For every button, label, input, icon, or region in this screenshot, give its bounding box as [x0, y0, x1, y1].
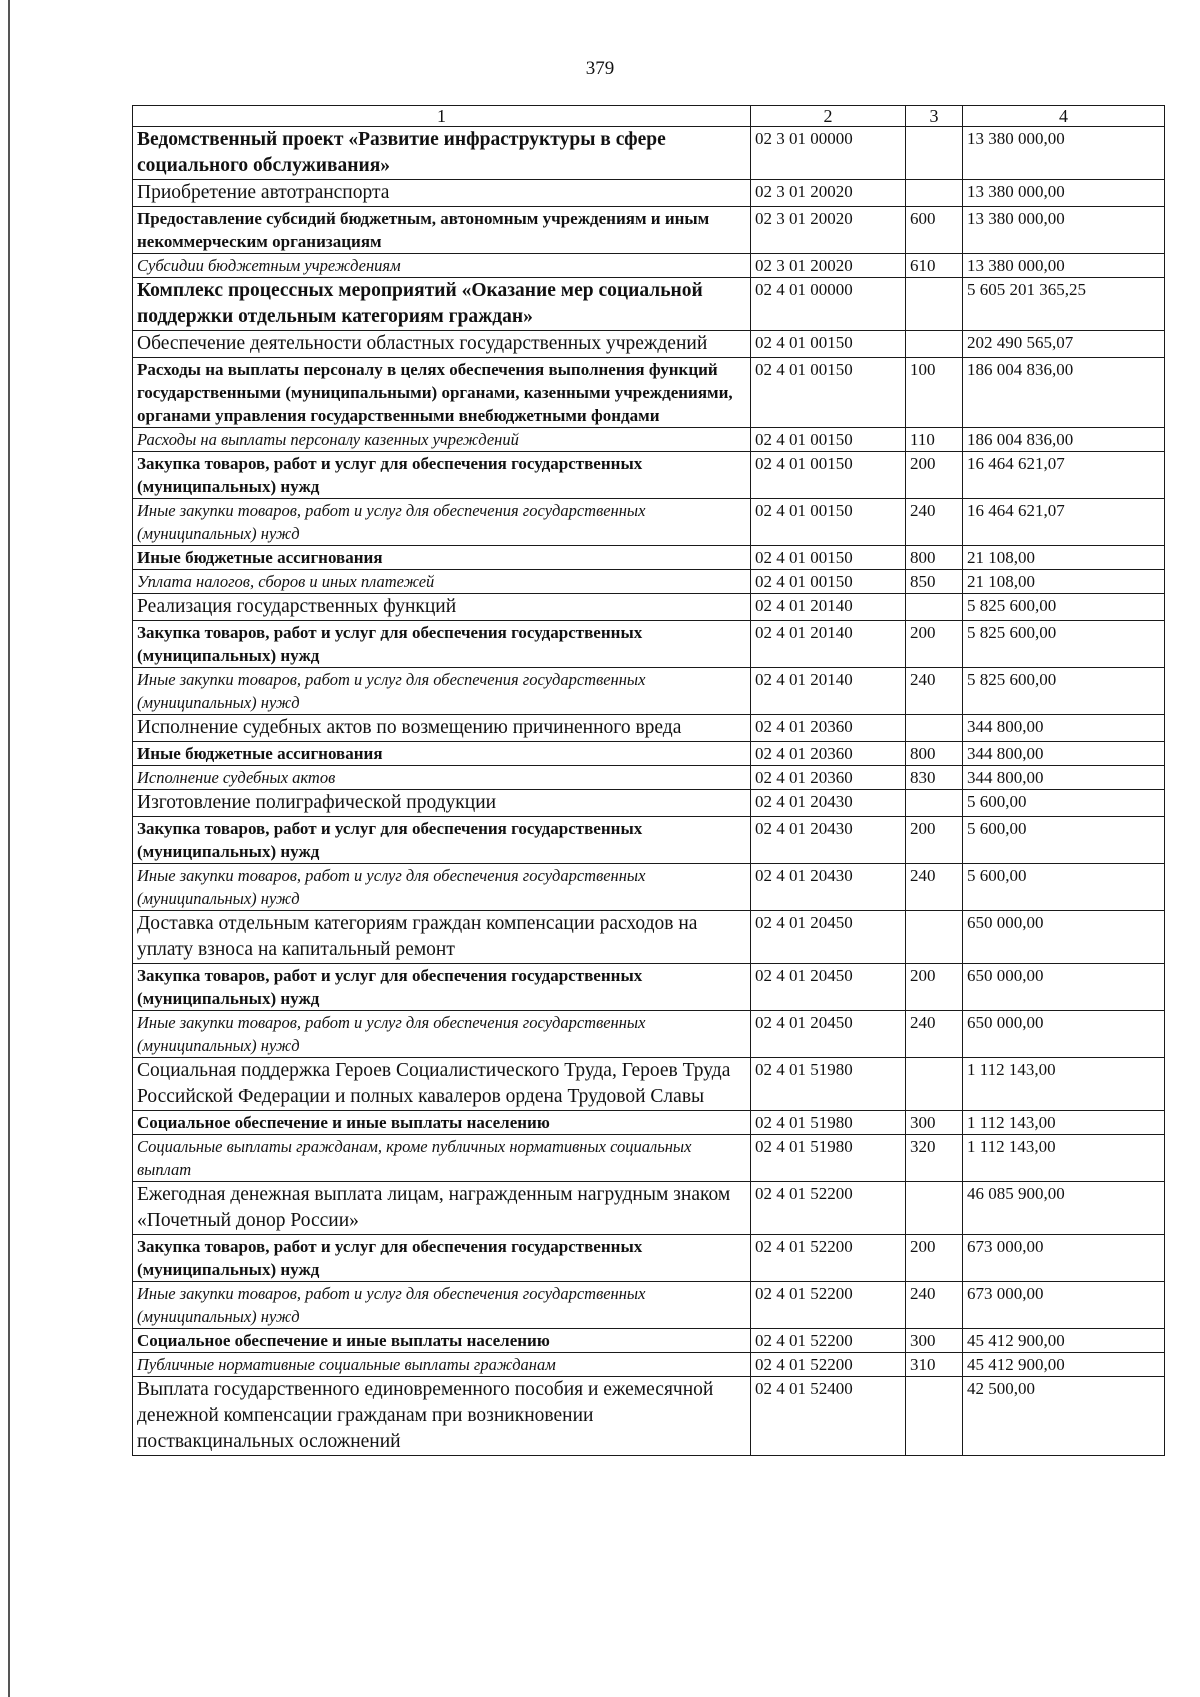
row-type-cell: 830 — [906, 766, 963, 790]
table-row — [133, 742, 1165, 766]
row-sum-cell: 5 600,00 — [963, 864, 1165, 911]
row-name-cell: Уплата налогов, сборов и иных платежей — [133, 570, 751, 594]
table-row — [133, 499, 1165, 546]
row-code-cell: 02 3 01 20020 — [751, 180, 906, 207]
row-sum-cell: 186 004 836,00 — [963, 428, 1165, 452]
table-row — [133, 331, 1165, 358]
row-code-cell: 02 4 01 20360 — [751, 766, 906, 790]
table-row — [133, 766, 1165, 790]
row-code-cell: 02 3 01 20020 — [751, 254, 906, 278]
row-sum-cell: 344 800,00 — [963, 766, 1165, 790]
row-sum-cell: 13 380 000,00 — [963, 127, 1165, 180]
row-code-cell: 02 4 01 00150 — [751, 428, 906, 452]
row-code-cell: 02 4 01 52200 — [751, 1182, 906, 1235]
row-code-cell: 02 4 01 00000 — [751, 278, 906, 331]
row-type-cell — [906, 1377, 963, 1456]
row-sum-cell: 344 800,00 — [963, 715, 1165, 742]
row-name-cell: Иные бюджетные ассигнования — [133, 546, 751, 570]
row-sum-cell: 5 600,00 — [963, 817, 1165, 864]
row-sum-cell: 42 500,00 — [963, 1377, 1165, 1456]
header-col-code: 2 — [751, 106, 906, 127]
table-row — [133, 1058, 1165, 1111]
row-code-cell: 02 4 01 52200 — [751, 1329, 906, 1353]
row-name-cell: Закупка товаров, работ и услуг для обеспечения государственных (муниципальных) нужд — [133, 1235, 751, 1282]
row-name-cell: Доставка отдельным категориям граждан компенсации расходов на уплату взноса на капитальный ремонт — [133, 911, 751, 964]
row-type-cell: 310 — [906, 1353, 963, 1377]
row-name-cell: Субсидии бюджетным учреждениям — [133, 254, 751, 278]
row-name-cell: Иные бюджетные ассигнования — [133, 742, 751, 766]
budget-table — [132, 105, 1165, 1456]
row-code-cell: 02 4 01 00150 — [751, 452, 906, 499]
row-name-cell: Комплекс процессных мероприятий «Оказание мер социальной поддержки отдельным категориям граждан» — [133, 278, 751, 331]
row-code-cell: 02 4 01 20360 — [751, 742, 906, 766]
row-code-cell: 02 4 01 00150 — [751, 546, 906, 570]
row-sum-cell: 16 464 621,07 — [963, 499, 1165, 546]
row-name-cell: Иные закупки товаров, работ и услуг для обеспечения государственных (муниципальных) нужд — [133, 864, 751, 911]
row-code-cell: 02 4 01 51980 — [751, 1135, 906, 1182]
row-code-cell: 02 4 01 00150 — [751, 358, 906, 428]
row-sum-cell: 45 412 900,00 — [963, 1353, 1165, 1377]
table-row — [133, 1235, 1165, 1282]
row-name-cell: Закупка товаров, работ и услуг для обеспечения государственных (муниципальных) нужд — [133, 452, 751, 499]
table-row — [133, 594, 1165, 621]
row-name-cell: Иные закупки товаров, работ и услуг для обеспечения государственных (муниципальных) нужд — [133, 1011, 751, 1058]
row-code-cell: 02 4 01 00150 — [751, 570, 906, 594]
table-row — [133, 817, 1165, 864]
row-name-cell: Расходы на выплаты персоналу в целях обеспечения выполнения функций государственными (муниципальными) органами, казенными учреждениями, органами управления государственными внебюджетными фондами — [133, 358, 751, 428]
row-name-cell: Реализация государственных функций — [133, 594, 751, 621]
table-row — [133, 864, 1165, 911]
row-name-cell: Расходы на выплаты персоналу казенных учреждений — [133, 428, 751, 452]
table-row — [133, 127, 1165, 180]
row-type-cell: 200 — [906, 621, 963, 668]
row-code-cell: 02 4 01 20450 — [751, 1011, 906, 1058]
row-sum-cell: 5 605 201 365,25 — [963, 278, 1165, 331]
table-row — [133, 790, 1165, 817]
row-sum-cell: 5 600,00 — [963, 790, 1165, 817]
row-code-cell: 02 4 01 52200 — [751, 1235, 906, 1282]
header-col-name: 1 — [133, 106, 751, 127]
row-code-cell: 02 4 01 20450 — [751, 964, 906, 1011]
row-type-cell: 200 — [906, 817, 963, 864]
table-row — [133, 715, 1165, 742]
row-sum-cell: 650 000,00 — [963, 1011, 1165, 1058]
row-name-cell: Ведомственный проект «Развитие инфраструктуры в сфере социального обслуживания» — [133, 127, 751, 180]
table-row — [133, 1135, 1165, 1182]
row-code-cell: 02 4 01 00150 — [751, 499, 906, 546]
header-row — [133, 106, 1165, 127]
row-sum-cell: 650 000,00 — [963, 964, 1165, 1011]
row-name-cell: Социальная поддержка Героев Социалистического Труда, Героев Труда Российской Федерации и полных кавалеров ордена Трудовой Славы — [133, 1058, 751, 1111]
row-name-cell: Изготовление полиграфической продукции — [133, 790, 751, 817]
table-row — [133, 570, 1165, 594]
row-sum-cell: 1 112 143,00 — [963, 1135, 1165, 1182]
row-name-cell: Исполнение судебных актов — [133, 766, 751, 790]
table-row — [133, 1282, 1165, 1329]
row-code-cell: 02 4 01 51980 — [751, 1111, 906, 1135]
row-code-cell: 02 3 01 20020 — [751, 207, 906, 254]
row-sum-cell: 13 380 000,00 — [963, 207, 1165, 254]
row-name-cell: Социальное обеспечение и иные выплаты населению — [133, 1111, 751, 1135]
row-type-cell — [906, 790, 963, 817]
row-type-cell: 240 — [906, 668, 963, 715]
row-sum-cell: 21 108,00 — [963, 570, 1165, 594]
row-code-cell: 02 4 01 20430 — [751, 817, 906, 864]
row-code-cell: 02 4 01 20140 — [751, 594, 906, 621]
row-type-cell: 200 — [906, 452, 963, 499]
row-sum-cell: 5 825 600,00 — [963, 621, 1165, 668]
row-code-cell: 02 4 01 51980 — [751, 1058, 906, 1111]
table-row — [133, 452, 1165, 499]
row-sum-cell: 13 380 000,00 — [963, 180, 1165, 207]
table-row — [133, 1111, 1165, 1135]
table-row — [133, 964, 1165, 1011]
table-row — [133, 621, 1165, 668]
row-type-cell — [906, 127, 963, 180]
row-name-cell: Иные закупки товаров, работ и услуг для обеспечения государственных (муниципальных) нужд — [133, 668, 751, 715]
table-row — [133, 1011, 1165, 1058]
row-name-cell: Исполнение судебных актов по возмещению причиненного вреда — [133, 715, 751, 742]
row-type-cell: 240 — [906, 1282, 963, 1329]
row-code-cell: 02 4 01 00150 — [751, 331, 906, 358]
row-type-cell: 240 — [906, 1011, 963, 1058]
row-name-cell: Предоставление субсидий бюджетным, автономным учреждениям и иным некоммерческим организациям — [133, 207, 751, 254]
row-name-cell: Закупка товаров, работ и услуг для обеспечения государственных (муниципальных) нужд — [133, 964, 751, 1011]
row-type-cell — [906, 331, 963, 358]
row-type-cell: 300 — [906, 1111, 963, 1135]
row-sum-cell: 16 464 621,07 — [963, 452, 1165, 499]
row-sum-cell: 1 112 143,00 — [963, 1058, 1165, 1111]
row-name-cell: Публичные нормативные социальные выплаты гражданам — [133, 1353, 751, 1377]
header-col-type: 3 — [906, 106, 963, 127]
row-type-cell: 600 — [906, 207, 963, 254]
table-row — [133, 546, 1165, 570]
row-sum-cell: 202 490 565,07 — [963, 331, 1165, 358]
row-type-cell: 610 — [906, 254, 963, 278]
row-sum-cell: 673 000,00 — [963, 1235, 1165, 1282]
row-name-cell: Приобретение автотранспорта — [133, 180, 751, 207]
row-sum-cell: 21 108,00 — [963, 546, 1165, 570]
table-row — [133, 254, 1165, 278]
row-code-cell: 02 4 01 52400 — [751, 1377, 906, 1456]
row-code-cell: 02 4 01 20360 — [751, 715, 906, 742]
row-code-cell: 02 3 01 00000 — [751, 127, 906, 180]
row-sum-cell: 1 112 143,00 — [963, 1111, 1165, 1135]
table-row — [133, 428, 1165, 452]
scan-edge-line — [8, 0, 10, 1697]
row-type-cell: 100 — [906, 358, 963, 428]
row-type-cell — [906, 715, 963, 742]
row-sum-cell: 344 800,00 — [963, 742, 1165, 766]
row-sum-cell: 650 000,00 — [963, 911, 1165, 964]
table-row — [133, 207, 1165, 254]
table-row — [133, 358, 1165, 428]
table-row — [133, 911, 1165, 964]
table-row — [133, 278, 1165, 331]
table-body — [133, 127, 1165, 1456]
row-type-cell: 800 — [906, 546, 963, 570]
row-type-cell — [906, 180, 963, 207]
row-name-cell: Ежегодная денежная выплата лицам, награжденным нагрудным знаком «Почетный донор России» — [133, 1182, 751, 1235]
row-name-cell: Закупка товаров, работ и услуг для обеспечения государственных (муниципальных) нужд — [133, 621, 751, 668]
table-row — [133, 180, 1165, 207]
row-type-cell: 850 — [906, 570, 963, 594]
row-type-cell: 240 — [906, 499, 963, 546]
row-sum-cell: 673 000,00 — [963, 1282, 1165, 1329]
row-sum-cell: 5 825 600,00 — [963, 594, 1165, 621]
row-type-cell — [906, 911, 963, 964]
row-code-cell: 02 4 01 20140 — [751, 668, 906, 715]
row-name-cell: Закупка товаров, работ и услуг для обеспечения государственных (муниципальных) нужд — [133, 817, 751, 864]
row-name-cell: Обеспечение деятельности областных государственных учреждений — [133, 331, 751, 358]
row-name-cell: Социальное обеспечение и иные выплаты населению — [133, 1329, 751, 1353]
header-col-sum: 4 — [963, 106, 1165, 127]
row-code-cell: 02 4 01 20430 — [751, 864, 906, 911]
row-type-cell — [906, 1058, 963, 1111]
row-type-cell: 320 — [906, 1135, 963, 1182]
row-type-cell — [906, 594, 963, 621]
row-name-cell: Выплата государственного единовременного пособия и ежемесячной денежной компенсации гражданам при возникновении поствакцинальных осложнений — [133, 1377, 751, 1456]
row-type-cell: 240 — [906, 864, 963, 911]
row-name-cell: Иные закупки товаров, работ и услуг для обеспечения государственных (муниципальных) нужд — [133, 1282, 751, 1329]
row-type-cell — [906, 278, 963, 331]
row-type-cell: 300 — [906, 1329, 963, 1353]
row-name-cell: Социальные выплаты гражданам, кроме публичных нормативных социальных выплат — [133, 1135, 751, 1182]
row-code-cell: 02 4 01 52200 — [751, 1353, 906, 1377]
row-name-cell: Иные закупки товаров, работ и услуг для обеспечения государственных (муниципальных) нужд — [133, 499, 751, 546]
row-sum-cell: 186 004 836,00 — [963, 358, 1165, 428]
table-header — [133, 106, 1165, 127]
row-sum-cell: 45 412 900,00 — [963, 1329, 1165, 1353]
table-row — [133, 1353, 1165, 1377]
row-sum-cell: 46 085 900,00 — [963, 1182, 1165, 1235]
row-code-cell: 02 4 01 20430 — [751, 790, 906, 817]
row-type-cell: 200 — [906, 1235, 963, 1282]
row-code-cell: 02 4 01 52200 — [751, 1282, 906, 1329]
row-code-cell: 02 4 01 20450 — [751, 911, 906, 964]
row-code-cell: 02 4 01 20140 — [751, 621, 906, 668]
table-row — [133, 1329, 1165, 1353]
table-row — [133, 1182, 1165, 1235]
page-number: 379 — [585, 58, 615, 79]
row-type-cell: 800 — [906, 742, 963, 766]
row-sum-cell: 13 380 000,00 — [963, 254, 1165, 278]
row-type-cell: 200 — [906, 964, 963, 1011]
row-type-cell: 110 — [906, 428, 963, 452]
row-sum-cell: 5 825 600,00 — [963, 668, 1165, 715]
table-row — [133, 1377, 1165, 1456]
table-row — [133, 668, 1165, 715]
row-type-cell — [906, 1182, 963, 1235]
